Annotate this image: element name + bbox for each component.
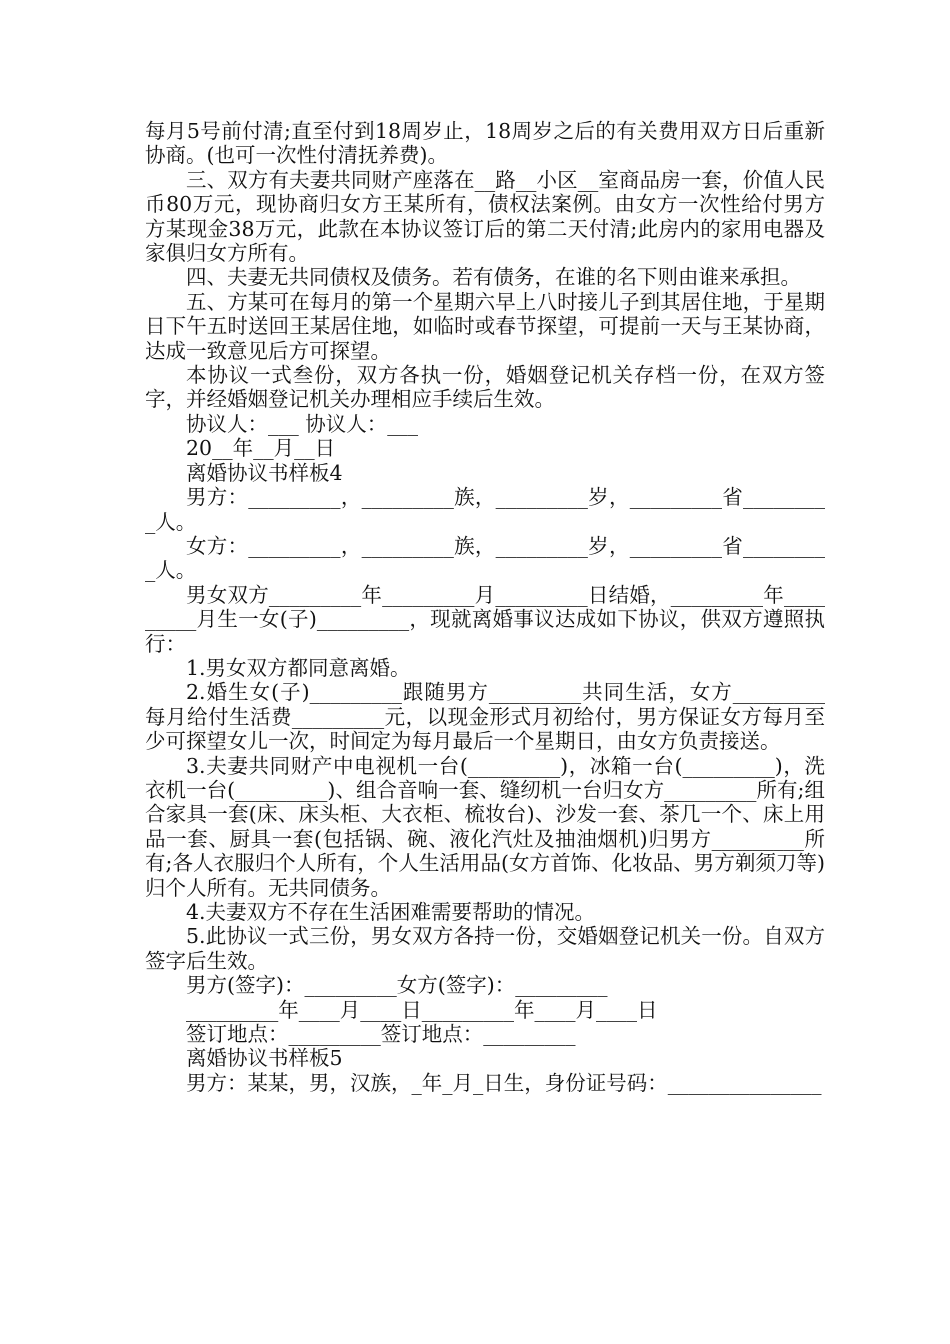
- husband-info: 男方：_________，_________族，_________岁，_________省_________人。: [145, 485, 825, 534]
- section-title-5: 离婚协议书样板5: [186, 1046, 343, 1071]
- paragraph-5: 本协议一式叁份，双方各执一份，婚姻登记机关存档一份，在双方签字，并经婚姻登记机关办理相应手续后生效。: [145, 363, 825, 412]
- section-title-4: 离婚协议书样板4: [186, 460, 343, 485]
- paragraph-intro: 男女双方_________年_________月_________日结婚，_________年_________月生一女(子)_________，现就离婚事议达成如下协议，供双方遵照执行：: [145, 582, 825, 656]
- signature-fields: 男方(签字)：_________女方(签字)：_________: [186, 973, 608, 998]
- clause-1: 1.男女双方都同意离婚。: [186, 655, 411, 680]
- signing-place: 签订地点：_________签订地点：_________: [186, 1022, 576, 1047]
- signature-dates: _________年____月____日_________年____月____日: [186, 997, 658, 1022]
- document-body: [145, 119, 825, 1095]
- clause-4: 4.夫妻双方不存在生活困难需要帮助的情况。: [186, 900, 596, 924]
- clause-3: 3.夫妻共同财产中电视机一台(_________)，冰箱一台(_________)，洗衣机一台(_________)、组合音响一套、缝纫机一台归女方_________所有;组合家具一套(床、床头柜、大衣柜、梳妆台)、沙发一套、茶几一个、床上用品一套、厨具一套(包括锅、碗、液化汽灶及抽油烟机)归男方_________所有;各人衣服归个人所有，个人生活用品(女方首饰、化妆品、男方剃须刀等)归个人所有。无共同债务。: [145, 753, 825, 900]
- clause-2: 2.婚生女(子)_________跟随男方_________共同生活，女方_________每月给付生活费_________元，以现金形式月初给付，男方保证女方每月至少可探望女儿一次，时间定为每月最后一个星期日，由女方负责接送。: [145, 680, 825, 754]
- wife-info: 女方：_________，_________族，_________岁，_________省_________人。: [145, 533, 825, 583]
- signature-line: 协议人：___ 协议人：___: [186, 411, 419, 436]
- paragraph-4: 五、方某可在每月的第一个星期六早上八时接儿子到其居住地，于星期日下午五时送回王某居住地，如临时或春节探望，可提前一天与王某协商，达成一致意见后方可探望。: [145, 289, 825, 363]
- paragraph-2: 三、双方有夫妻共同财产座落在__路__小区__室商品房一套，价值人民币80万元，现协商归女方王某所有，债权法案例。由女方一次性给付男方方某现金38万元，此款在本协议签订后的第二天付清;此房内的家用电器及家俱归女方所有。: [145, 167, 825, 266]
- paragraph-3: 四、夫妻无共同债权及债务。若有债务，在谁的名下则由谁来承担。: [186, 265, 801, 290]
- clause-5: 5.此协议一式三份，男女双方各持一份，交婚姻登记机关一份。自双方签字后生效。: [145, 924, 825, 973]
- husband-info-5: 男方：某某，男，汉族，_年_月_日生，身份证号码：_______________: [186, 1070, 822, 1095]
- date-line: 20__年__月__日: [186, 436, 336, 461]
- paragraph-1: 每月5号前付清;直至付到18周岁止，18周岁之后的有关费用双方日后重新协商。(也可一次性付清抚养费)。: [145, 119, 825, 168]
